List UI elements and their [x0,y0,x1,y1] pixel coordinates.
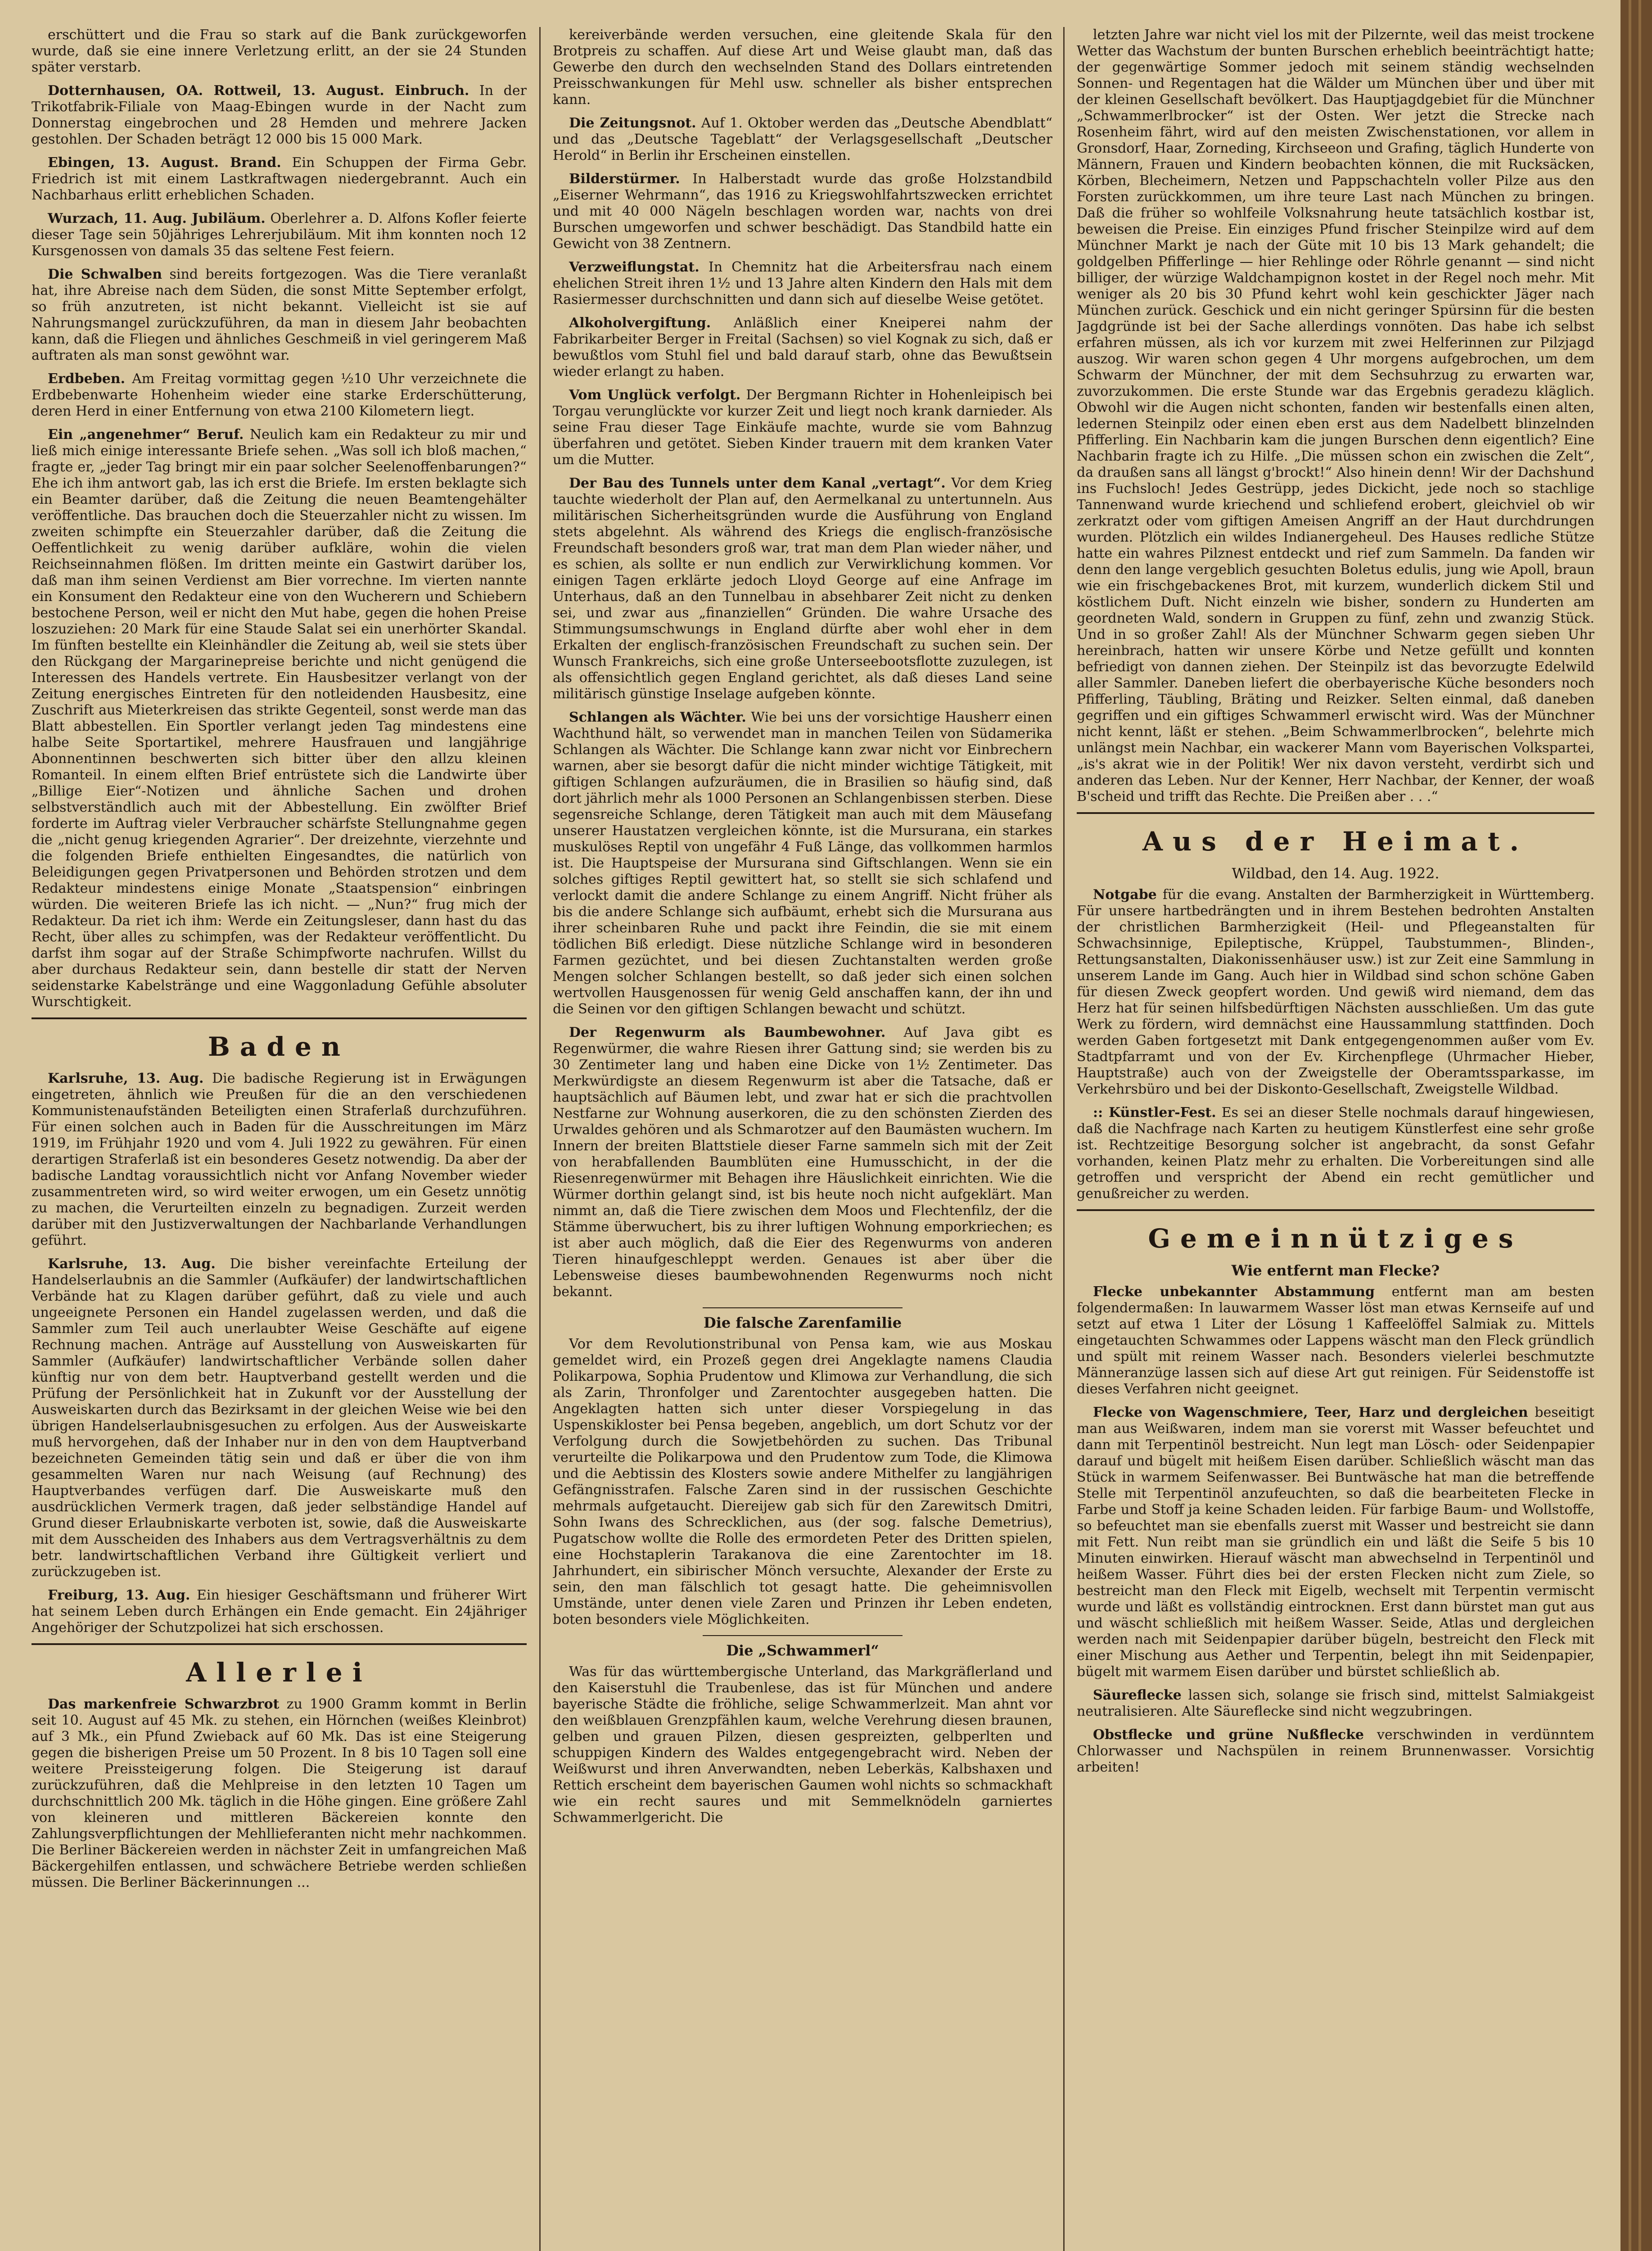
section-heading: Allerlei [186,1657,372,1688]
paragraph-body: Neulich kam ein Redakteur zu mir und ließ mich einige interessante Briefe sehen. „Was soll ich bloß machen,“ fragte er, „jeder Tag bringt mir ein paar solcher Seelenoffenbarungen?“ Ehe ich ihm antwort gab, las ich erst die Briefe. Im ersten beklagte sich ein Beamter darüber, daß die Zeitung die neuen Beamtengehälter veröffentliche. Das brauchen doch die Steuerzahler nicht zu wissen. Im zweiten schimpfte ein Steuerzahler darüber, daß die Zeitung die Oeffentlichkeit zu wenig darüber aufkläre, wohin die vielen Reichseinnahmen flößen. Im dritten meinte ein Gastwirt darüber los, daß man ihm seinen Verdienst am Bier vorrechne. Im vierten nannte ein Konsument den Redakteur eine von den Wucherern und Schiebern bestochene Person, weil er nicht den Mut habe, gegen die hohen Preise loszuziehen: 20 Mark für eine Staude Salat sei ein unerhörter Skandal. Im fünften bestellte ein Kleinhändler die Zeitung ab, weil sie stets über den Rückgang der Margarinepreise berichte und nicht genügend die Interessen des Handels vertrete. Ein Hausbesitzer verlangt von der Zeitung energisches Eintreten für den notleidenden Hausbesitz, eine Zuschrift aus Mieterkreisen das strikte Gegenteil, sonst werde man das Blatt abbestellen. Ein Sportler verlangt jeden Tag mindestens eine halbe Seite Sportartikel, mehrere Hausfrauen und langjährige Abonnentinnen beschwerten sich bitter über den allzu kleinen Romanteil. In einem elften Brief entrüstete sich die Landwirte über „Billige Eier“-Notizen und ähnliche Sachen und drohen selbstverständlich auch mit der Abbestellung. Ein zwölfter Brief forderte im Auftrag vieler Verbraucher schärfste Stellungnahme gegen die „nicht genug kriegenden Agrarier“. Der dreizehnte, vierzehnte und die folgenden Briefe enthielten Eingesandtes, die natürlich von Beleidigungen gegen Privatpersonen und Behörden strotzen und dem Redakteur mindestens einige Monate „Staatspension“ einbringen würden. Die weiteren Briefe las ich nicht. — „Nun?“ frug mich der Redakteur. Da riet ich ihm: Werde ein Zeitungsleser, dann hast du das Recht, über alles zu schimpfen, was der Redakteur veröffentlicht. Du darfst ihm sogar auf der Straße Schimpfworte nachrufen. Willst du aber durchaus Redakteur sein, dann bestelle dir statt der Nerven seidenstarke Kabelstränge und eine Waggonladung Gefühle absoluter Wurschtigkeit. [32,427,527,1010]
news-paragraph [553,115,1052,164]
news-paragraph [1077,1284,1594,1397]
paragraph-body: zu 1900 Gramm kommt in Berlin seit 10. August auf 45 Mk. zu stehen, ein Hörnchen (weißes Kleinbrot) auf 3 Mk., ein Pfund Zwieback auf 60 Mk. Das ist eine Steigerung gegen die bisherigen Preise um 50 Prozent. In 8 bis 10 Tagen soll eine weitere Preissteigerung folgen. Die Steigerung ist darauf zurückzuführen, daß die Mehlpreise in den letzten 10 Tagen um durchschnittlich 200 Mk. täglich in die Höhe gingen. Eine größere Zahl von kleineren und mittleren Bäckereien konnte den Zahlungsverpflichtungen der Mehllieferanten nicht mehr nachkommen. Die Berliner Bäckereien werden in nächster Zeit in umfangreichen Maß Bäckergehilfen entlassen, und schwächere Betriebe werden schließen müssen. Die Berliner Bäckerinnungen ... [32,1696,527,1890]
paragraph-lead: Freiburg, 13. Aug. [48,1587,190,1603]
news-paragraph [553,1336,1052,1628]
paragraph-body: sind bereits fortgezogen. Was die Tiere veranlaßt hat, ihre Abreise nach dem Süden, die sonst Mitte September erfolgt, so früh anzutreten, ist nicht bekannt. Vielleicht ist sie auf Nahrungsmangel zurückzuführen, da man in diesem Jahr beobachten kann, daß die Fliegen und ähnliches Geschmeiß in viel geringerem Maß auftraten als man sonst gewöhnt war. [32,267,527,363]
news-paragraph [32,1071,527,1249]
paragraph-lead: Vom Unglück verfolgt. [569,387,741,403]
book-binding-edge [1620,0,1652,2251]
paragraph-body: letzten Jahre war nicht viel los mit der Pilzernte, weil das meist trockene Wetter das Wachstum der bunten Burschen erheblich beeinträchtigt hatte; der gegenwärtige Sommer jedoch mit seinem ständig wechselnden Sonnen- und Regentagen hat die Wälder um München über und über mit der kleinen Gesellschaft bevölkert. Das Hauptjagdgebiet für die Münchner „Schwammerlbrocker“ ist der Osten. Wer jetzt die Strecke nach Rosenheim fährt, wird auf den meisten Zwischenstationen, vor allem in Gronsdorf, Haar, Zorneding, Kirchseeon und Grafing, täglich Hunderte von Männern, Frauen und Kindern beobachten können, die mit Rucksäcken, Körben, Blecheimern, Netzen und Pappschachteln voller Pilze aus den Forsten zurückkommen, um ihre teure Last nach München zu bringen. Daß die früher so wohlfeile Volksnahrung heute tatsächlich kostbar ist, beweisen die Preise. Ein einziges Pfund frischer Steinpilze wird auf dem Münchner Markt je nach der Güte mit 10 bis 13 Mark gehandelt; die goldgelben Pfifferlinge — hier Rehlinge oder Röhrle genannt — sind nicht billiger, der würzige Waldchampignon kostet in der Regel noch mehr. Mit weniger als 20 bis 30 Pfund kehrt wohl kein geschickter Jäger nach München zurück. Geschick und ein nicht geringer Spürsinn für die besten Jagdgründe ist bei der Sache allerdings vonnöten. Das habe ich selbst erfahren müssen, als ich vor kurzem mit zwei Helferinnen zur Pilzjagd auszog. Wir waren schon gegen 4 Uhr morgens aufgebrochen, um dem Schwarm der Münchner, der mit dem Sechsuhrzug zu erwarten war, zuvorzukommen. Die erste Stunde war das Ergebnis geradezu kläglich. Obwohl wir die Augen nicht schonten, fanden wir bestenfalls einen alten, ledernen Steinpilz oder einen eben erst aus dem Nadelbett blinzelnden Pfifferling. Ein Nachbarin kam die jungen Burschen denn eigentlich? Eine Nachbarin fragte ich zu Hilfe. „Die müssen schon ein zwischen die Zelt“, da draußen sans all längst g'brockt!“ Also hinein denn! Wir der Dachshund ins Fuchsloch! Jedes Gestrüpp, jedes Dickicht, jede noch so stachlige Tannenwand wurde kriechend und schliefend erobert, gleichviel ob wir zerkratzt oder vom giftigen Ameisen Angriff an der Haut durchdrungen wurden. Plötzlich ein wildes Indianergeheul. Des Hauses redliche Stütze hatte ein wahres Pilznest entdeckt und rief zum Sammeln. Da fanden wir denn den lange vergeblich gesuchten Boletus edulis, jung wie Apoll, braun wie ein frischgebackenes Brot, mit kurzem, wunderlich dickem Stil und köstlichem Duft. Nicht einzeln wie bisher, sondern zu Hunderten am geordneten Wald, sondern in Gruppen zu fünf, zehn und zwanzig Stück. Und in so großer Zahl! Als der Münchner Schwarm gegen sieben Uhr hereinbrach, hatten wir unsere Körbe und Netze gefüllt und konnten befriedigt von dannen ziehen. Der Steinpilz ist das bevorzugte Edelwild aller Sammler. Daneben liefert die oberbayerische Küche besonders noch Pfifferling, Täubling, Bräting und Reizker. Selten einmal, daß daneben gegriffen und ein giftiges Schwammerl erwischt wird. Was der Münchner nicht kennt, läßt er stehen. „Beim Schwammerlbrocken“, belehrte mich unlängst mein Nachbar, ein wackerer Mann vom Bayerischen Volkspartei, „is's akrat wie in der Politik! Wer nix davon versteht, verdirbt sich und anderen das Leben. Nur der Kenner, Herr Nachbar, der Kenner, der woaß B'scheid und trifft das Rechte. Die Preißen aber . . .“ [1077,27,1594,805]
news-paragraph [553,387,1052,468]
news-paragraph [1077,1687,1594,1720]
news-paragraph [1077,27,1594,805]
paragraph-body: Der Bergmann Richter in Hohenleipisch bei Torgau verunglückte vor kurzer Zeit und liegt noch krank darnieder. Als seine Frau dieser Tage Einkäufe machte, wurde sie vom Bahnzug überfahren und getötet. Sieben Kinder trauern mit dem kranken Vater um die Mutter. [553,387,1052,468]
paragraph-lead: Dotternhausen, OA. Rottweil, 13. August. Einbruch. [48,83,469,99]
paragraph-lead: Schlangen als Wächter. [569,710,746,725]
paragraph-lead: Notgabe [1093,887,1157,903]
paragraph-body: Vor dem Revolutionstribunal von Pensa kam, wie aus Moskau gemeldet wird, ein Prozeß gegen drei Angeklagte namens Claudia Polikarpowa, Sophia Prudentow und Klimowa zur Verhandlung, die sich als Zarin, Thronfolger und Zarentochter ausgegeben hatten. Die Angeklagten hatten sich unter dieser Vorspiegelung in das Uspenskikloster bei Pensa begeben, angeblich, um dort Schutz vor der Verfolgung durch die Sowjetbehörden zu suchen. Das Tribunal verurteilte die Polikarpowa und den Prudentow zum Tode, die Klimowa und die Aebtissin des Klosters sowie andere Mithelfer zu langjährigen Gefängnisstrafen. Falsche Zaren sind in der russischen Geschichte mehrmals aufgetaucht. Diereijew gab sich für den Zarewitsch Dmitri, Sohn Iwans des Schrecklichen, aus (der sog. falsche Demetrius), Pugatschow wollte die Rolle des ermordeten Peter des Dritten spielen, eine Hochstaplerin Tarakanova die eine Zarentochter im 18. Jahrhundert, ein sibirischer Mönch versuchte, Alexander der Erste zu sein, den man fälschlich tot gesagt hatte. Die geheimnisvollen Umstände, unter denen viele Zaren und Prinzen ihr Leben endeten, boten besonders viele Möglichkeiten. [553,1336,1052,1627]
paragraph-lead: Wurzach, 11. Aug. Jubiläum. [48,211,266,226]
paragraph-body: Am Freitag vormittag gegen ½10 Uhr verzeichnete die Erdbebenwarte Hohenheim wieder eine starke Erderschütterung, deren Herd in einer Entfernung von etwa 2100 Kilometern liegt. [32,371,527,419]
news-paragraph [553,1025,1052,1300]
paragraph-body: verschwinden in verdünntem Chlorwasser und Nachspülen in reinem Brunnenwasser. Vorsichtig arbeiten! [1077,1727,1594,1775]
article-title: Die „Schwammerl“ [726,1642,879,1659]
news-paragraph [1077,1105,1594,1202]
paragraph-lead: Ebingen, 13. August. Brand. [48,155,281,171]
paragraph-lead: Alkoholvergiftung. [569,315,711,331]
news-paragraph [32,1256,527,1580]
paragraph-body: für die evang. Anstalten der Barmherzigkeit in Württemberg. Für unsere hartbedrängten und in ihrem Bestehen bedrohten Anstalten der christlichen Barmherzigkeit (Heil- und Pflegeanstalten für Schwachsinnige, Epileptische, Krüppel, Taubstummen-, Blinden-, Rettungsanstalten, Diakonissenhäuser usw.) ist zur Zeit eine Sammlung in unserem Lande im Gang. Auch hier in Wildbad sind schon schöne Gaben für diesen Zweck geopfert worden. Und gewiß wird niemand, dem das Herz hat für seinen hilfsbedürftigen Nächsten ausschließen. Um das gute Werk zu fördern, wird demnächst eine Haussammlung stattfinden. Doch werden Gaben fortgesetzt mit Dank entgegengenommen außer vom Ev. Stadtpfarramt und von der Ev. Kirchenpflege (Uhrmacher Hieber, Hauptstraße) auch von der Zweigstelle der Oberamtssparkasse, im Verkehrsbüro und bei der Diskonto-Gesellschaft, Zweigstelle Wildbad. [1077,887,1594,1097]
paragraph-body: Auf Java gibt es Regenwürmer, die wahre Riesen ihrer Gattung sind; sie werden bis zu 30 Zentimeter lang und haben eine Dicke von 1½ Zentimeter. Das Merkwürdigste an diesem Regenwurm ist aber die Tatsache, daß er hauptsächlich auf Bäumen lebt, und zwar hat er sich die prachtvollen Nestfarne zur Wohnung auserkoren, die zu den schönsten Zierden des Urwaldes gehören und als Schmarotzer auf den Baumästen wuchern. Im Innern der breiten Blattstiele dieser Farne sammeln sich mit der Zeit von herabfallenden Baumblüten eine Humusschicht, in der die Riesenregenwürmer mit Behagen ihre Häuslichkeit einrichten. Wie die Würmer dorthin gelangt sind, ist bis heute noch nicht aufgeklärt. Man nimmt an, daß die Tiere zwischen dem Moos und Flechtenfilz, der die Stämme überwuchert, bis zu ihrer luftigen Wohnung emporkriechen; es ist aber auch möglich, daß die Eier des Regenwurms von anderen Tieren hinaufgeschleppt werden. Genaues ist aber über die Lebensweise dieses baumbewohnenden Regenwurms noch nicht bekannt. [553,1025,1052,1300]
news-paragraph [553,259,1052,308]
paragraph-body: beseitigt man aus Weißwaren, indem man sie vorerst mit Wasser befeuchtet und dann mit Terpentinöl bestreicht. Nun legt man Lösch- oder Seidenpapier darauf und bügelt mit heißem Eisen darüber. Schließlich wäscht man das Stück in warmem Seifenwasser. Bei Buntwäsche hat man die betreffende Stelle mit Terpentinöl anzufeuchten, so daß die bearbeiteten Flecke in Farbe und Stoff ja keine Schaden leiden. Für farbige Baum- und Wollstoffe, so befeuchtet man sie ebenfalls zuerst mit Wasser und bestreicht sie dann mit Fett. Nun reibt man sie gründlich ein und läßt die Seife 5 bis 10 Minuten einwirken. Hierauf wäscht man abwechselnd in Terpentinöl und heißem Wasser. Führt dies bei der ersten Flecken nicht zum Ziele, so bestreicht man den Fleck mit Eigelb, wechselt mit Terpentin vermischt wurde und läßt es vollständig eintrocknen. Erst dann bürstet man gut aus und wäscht schließlich mit heißem Wasser. Seide, Atlas und dergleichen werden nach mit Seidenpapier darüber bügeln, bestreicht den Fleck mit einer Mischung aus Aether und Terpentin, belegt ihn mit Seidenpapier, bügelt mit warmem Eisen darüber und bürstet schließlich ab. [1077,1405,1594,1680]
paragraph-lead: Bilderstürmer. [569,171,680,187]
article-title: Die falsche Zarenfamilie [703,1314,902,1331]
paragraph-body: Ein Schuppen der Firma Gebr. Friedrich ist mit einem Lastkraftwagen niedergebrannt. Auch ein Nachbarhaus erlitt erheblichen Schaden. [32,155,527,203]
paragraph-lead: Ein „angenehmer“ Beruf. [48,427,244,443]
column-divider [1063,27,1065,2251]
news-paragraph [32,27,527,76]
section-heading: Baden [208,1031,351,1062]
news-paragraph [553,171,1052,252]
paragraph-body: entfernt man am besten folgendermaßen: In lauwarmem Wasser löst man etwas Kernseife auf und setzt auf etwa 1 Liter der Lösung 1 Kaffeelöffel Salmiak zu. Mittels eingetauchten Schwammes oder Lappens wäscht man den Fleck gründlich und spült mit reinem Wasser nach. Besonders vielerlei beschmutzte Männeranzüge lassen sich auf diese Art gut reinigen. Für Seidenstoffe ist dieses Verfahren nicht geeignet. [1077,1284,1594,1397]
section-heading: Aus der Heimat. [1142,826,1529,857]
paragraph-lead: Verzweiflungstat. [569,259,700,275]
paragraph-body: Oberlehrer a. D. Alfons Kofler feierte dieser Tage sein 50jähriges Lehrerjubiläum. Mit ihm konnten noch 12 Kursgenossen von damals 35 das seltene Fest feiern. [32,211,527,259]
section-rule [1077,1209,1594,1211]
paragraph-lead: Karlsruhe, 13. Aug. [48,1071,204,1086]
paragraph-lead: Der Bau des Tunnels unter dem Kanal „vertagt“. [569,475,946,491]
paragraph-body: Ein hiesiger Geschäftsmann und früherer Wirt hat seinem Leben durch Erhängen ein Ende gemacht. Ein 24jähriger Angehöriger der Schutzpolizei hat sich erschossen. [32,1587,527,1636]
section-heading: Gemeinnütziges [1148,1223,1523,1254]
paragraph-lead: Der Regenwurm als Baumbewohner. [569,1025,886,1040]
news-paragraph [1077,1405,1594,1680]
news-paragraph [32,427,527,1010]
paragraph-body: In der Trikotfabrik-Filiale von Maag-Ebingen wurde in der Nacht zum Donnerstag eingebrochen und 28 Hemden und mehrere Jacken gestohlen. Der Schaden beträgt 12 000 bis 15 000 Mark. [32,83,527,147]
news-paragraph [32,1696,527,1891]
paragraph-lead: Die Zeitungsnot. [569,115,696,131]
section-rule [1077,812,1594,814]
paragraph-lead: Flecke von Wagenschmiere, Teer, Harz und dergleichen [1093,1405,1528,1420]
article-separator [703,1635,903,1636]
paragraph-body: In Halberstadt wurde das große Holzstandbild „Eiserner Wehrmann“, das 1916 zu Kriegswohlfahrtszwecken errichtet und mit 40 000 Nägeln beschlagen worden war, nachts von drei Burschen umgeworfen und schwer beschädigt. Das Standbild hatte ein Gewicht von 38 Zentnern. [553,171,1052,252]
article-separator [703,1307,903,1308]
news-paragraph [32,83,527,148]
column-1 [32,27,527,2251]
news-paragraph [32,371,527,420]
news-paragraph [553,710,1052,1017]
paragraph-lead: Säureflecke [1093,1687,1182,1703]
paragraph-lead: Karlsruhe, 13. Aug. [48,1256,216,1272]
paragraph-body: kereiverbände werden versuchen, eine gleitende Skala für den Brotpreis zu schaffen. Auf diese Art und Weise glaubt man, daß das Gewerbe den durch den wechselnden Stand des Dollars eintretenden Preisschwankungen für Mehl usw. schneller als bisher entsprechen kann. [553,27,1052,108]
paragraph-lead: Erdbeben. [48,371,126,387]
paragraph-lead: Die Schwalben [48,267,162,282]
news-paragraph [32,211,527,259]
news-paragraph [553,27,1052,108]
news-paragraph [32,267,527,364]
paragraph-body: Die badische Regierung ist in Erwägungen eingetreten, ähnlich wie Preußen für die an den verschiedenen Kommunistenaufständen Beteiligten einen Straferlaß durchzuführen. Für einen solchen auch in Baden für die Ausschreitungen im März 1919, im Frühjahr 1920 und vom 4. Juli 1922 zu gewähren. Für einen derartigen Straferlaß ist ein besonderes Gesetz notwendig. Da aber der badische Landtag voraussichtlich nicht vor Anfang November wieder zusammentreten wird, so wird weiter erwogen, um ein Gesetz unnötig zu machen, die Verurteilten einzeln zu begnadigen. Zurzeit werden darüber mit den Justizverwaltungen der Nachbarlande Verhandlungen geführt. [32,1071,527,1248]
news-paragraph [32,1587,527,1636]
paragraph-lead: Das markenfreie Schwarzbrot [48,1696,280,1712]
paragraph-body: Anläßlich einer Kneiperei nahm der Fabrikarbeiter Berger in Freital (Sachsen) so viel Kognak zu sich, daß er bewußtlos vom Stuhl fiel und bald darauf starb, ohne das Bewußtsein wieder erlangt zu haben. [553,315,1052,380]
column-2 [553,27,1052,2251]
paragraph-body: Vor dem Krieg tauchte wiederholt der Plan auf, den Aermelkanal zu untertunneln. Aus militärischen Sicherheitsgründen wurde die Ausführung von England stets abgelehnt. Als während des Kriegs die englisch-französische Freundschaft besonders groß war, trat man dem Plan wieder näher, und es schien, als sollte er nun endlich zur Verwirklichung kommen. Vor einigen Tagen erklärte jedoch Lloyd George auf eine Anfrage im Unterhaus, daß an den Tunnelbau in absehbarer Zeit nicht zu denken sei, und zwar aus „finanziellen“ Gründen. Die wahre Ursache des Stimmungsumschwungs in England dürfte aber wohl eher in dem Erkalten der englisch-französischen Freundschaft zu suchen sein. Der Wunsch Frankreichs, sich eine große Unterseebootsflotte zuzulegen, ist als offensichtlich gegen England gerichtet, als daß dieses Land seine militärisch günstige Inselage aufgeben könnte. [553,475,1052,702]
news-paragraph [32,155,527,203]
paragraph-body: In Chemnitz hat die Arbeitersfrau nach einem ehelichen Streit ihren 1½ und 13 Jahre alten Kindern den Hals mit dem Rasiermesser durchschnitten und dann sich auf dieselbe Weise getötet. [553,259,1052,307]
news-paragraph [1077,1727,1594,1776]
paragraph-body: Die bisher vereinfachte Erteilung der Handelserlaubnis an die Sammler (Aufkäufer) der landwirtschaftlichen Verbände hat zu Klagen darüber geführt, daß zu viele und auch ungeeignete Personen ein Handel zugelassen werden, und daß die Sammler zum Teil auch unerlaubter Weise Geschäfte auf eigene Rechnung machen. Anträge auf Ausstellung von Ausweiskarten für Sammler (Aufkäufer) landwirtschaftlicher Verbände sollen daher künftig nur von dem betr. Hauptverband gestellt werden und die Prüfung der Persönlichkeit hat in Zukunft vor der Ausstellung der Ausweiskarten durch das Bezirksamt in der gleichen Weise wie bei den übrigen Handelserlaubnisgesuchen zu erfolgen. Aus der Ausweiskarte muß hervorgehen, daß der Inhaber nur in den von dem Hauptverband bezeichneten Gemeinden tätig sein und daß er über die von ihm gesammelten Waren nur nach Weisung (auf Rechnung) des Hauptverbandes verfügen darf. Die Ausweiskarte muß den ausdrücklichen Vermerk tragen, daß jeder selbständige Handel auf Grund dieser Erlaubniskarte verboten ist, sowie, daß die Ausweiskarte mit dem Ausscheiden des Inhabers aus dem Vertragsverhältnis zu dem betr. landwirtschaftlichen Verband ihre Gültigkeit verliert und zurückzugeben ist. [32,1256,527,1580]
paragraph-body: Es sei an dieser Stelle nochmals darauf hingewiesen, daß die Nachfrage nach Karten zu heutigem Künstlerfest eine sehr große ist. Rechtzeitige Besorgung solcher ist angebracht, da sonst Gefahr vorhanden, keinen Platz mehr zu erhalten. Die Vorbereitungen sind alle getroffen und verspricht der Abend ein recht gemütlicher und genußreicher zu werden. [1077,1105,1594,1202]
paragraph-body: Wie bei uns der vorsichtige Hausherr einen Wachthund hält, so verwendet man in manchen Teilen von Südamerika Schlangen als Wächter. Die Schlange kann zwar nicht vor Einbrechern warnen, aber sie besorgt dafür die nicht minder wichtige Tätigkeit, mit giftigen Schlangen aufzuräumen, die in Brasilien so häufig sind, daß dort jährlich mehr als 1000 Personen an Schlangenbissen sterben. Diese segensreiche Schlange, deren Tätigkeit man auch mit dem Mäusefang unserer Haustatzen vergleichen könnte, ist die Mursurana, ein starkes muskulöses Reptil von ungefähr 4 Fuß Länge, das vollkommen harmlos ist. Die Hauptspeise der Mursurana sind Giftschlangen. Wenn sie ein solches giftiges Reptil gewittert hat, so stellt sie sich schlafend und verlockt damit die andere Schlange zu einem Angriff. Nicht früher als bis die andere Schlange sich aufbäumt, erhebt sich die Mursurana aus ihrer scheinbaren Ruhe und packt ihre Feindin, die sie mit einem tödlichen Biß erledigt. Diese nützliche Schlange wird in besonderen Farmen gezüchtet, und bei diesen Zuchtanstalten werden große Mengen solcher Schlangen bestellt, so daß jeder sich einen solchen wertvollen Hausgenossen für wenig Geld anschaffen kann, der ihn und die Seinen vor den giftigen Schlangen bewacht und schützt. [553,710,1052,1017]
news-paragraph [553,1664,1052,1826]
column-divider [539,27,541,2251]
section-rule [32,1643,527,1645]
paragraph-body: lassen sich, solange sie frisch sind, mittelst Salmiakgeist neutralisieren. Alte Säureflecke sind nicht wegzubringen. [1077,1687,1594,1719]
paragraph-lead: :: Künstler-Fest. [1093,1105,1216,1121]
paragraph-lead: Obstflecke und grüne Nußflecke [1093,1727,1364,1743]
section-rule [32,1017,527,1019]
dateline: Wildbad, den 14. Aug. 1922. [1232,865,1440,882]
paragraph-body: Was für das württembergische Unterland, das Markgräflerland und den Kaiserstuhl die Traubenlese, das ist für München und andere bayerische Städte die fröhliche, selige Schwammerlzeit. Man ahnt vor den weißblauen Grenzpfählen kaum, welche Verehrung diesen braunen, gelben und grauen Pilzen, diesen gespreizten, gelbperlten und schuppigen Kindern des Waldes entgegengebracht wird. Neben der Weißwurst und ihren Anverwandten, neben Leberkäs, Kalbshaxen und Rettich erscheint dem bayerischen Gaumen wohl nichts so schmackhaft wie ein recht saures und mit Semmelknödeln garniertes Schwammerlgericht. Die [553,1664,1052,1826]
news-paragraph [553,475,1052,702]
news-paragraph [553,315,1052,380]
paragraph-body: erschüttert und die Frau so stark auf die Bank zurückgeworfen wurde, daß sie eine innere Verletzung erlitt, an der sie 24 Stunden später verstarb. [32,27,527,75]
article-title: Wie entfernt man Flecke? [1231,1262,1440,1279]
column-3 [1077,27,1594,2251]
news-paragraph [1077,887,1594,1098]
paragraph-body: Auf 1. Oktober werden das „Deutsche Abendblatt“ und das „Deutsche Tageblatt“ der Verlagsgesellschaft „Deutscher Herold“ in Berlin ihr Erscheinen einstellen. [553,115,1052,163]
paragraph-lead: Flecke unbekannter Abstammung [1093,1284,1375,1300]
